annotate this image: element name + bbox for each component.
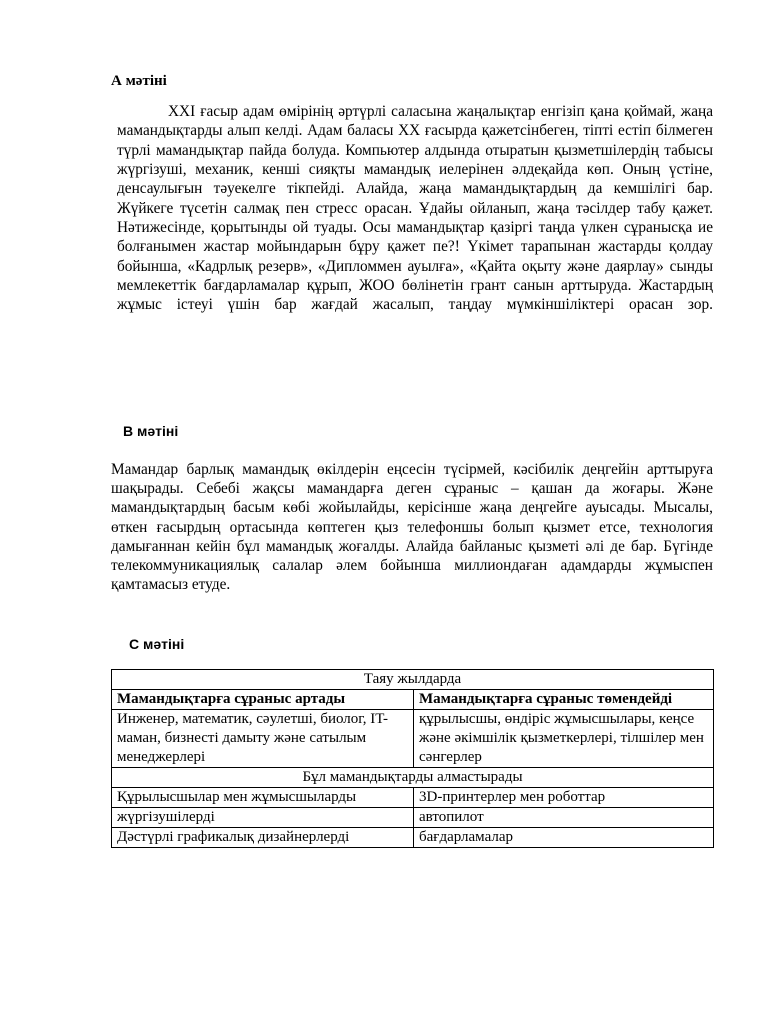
table-replace-header: Бұл мамандықтарды алмастырады — [112, 768, 714, 788]
table-row — [112, 710, 714, 768]
table-column-header-row — [112, 690, 714, 710]
table-cell: бағдарламалар — [414, 828, 714, 848]
table-row — [112, 788, 714, 808]
table-replace-header-row — [112, 768, 714, 788]
table-cell: 3D-принтерлер мен роботтар — [414, 788, 714, 808]
header-demand-increases: Мамандықтарға сұраныс артады — [112, 690, 414, 710]
table-row — [112, 828, 714, 848]
text-c-heading: С мәтіні — [129, 636, 185, 652]
table-cell: жүргізушілерді — [112, 808, 414, 828]
header-demand-decreases: Мамандықтарға сұраныс төмендейді — [414, 690, 714, 710]
text-a-paragraph: XXI ғасыр адам өмірінің әртүрлі саласына жаңалықтар енгізіп қана қоймай, жаңа мамандықтарды алып келді. Адам баласы ХХ ғасырда қажетсінбеген, тіпті естіп білмеген түрлі мамандықтар пайда болуда. Компьютер алдында отыратын қызметшілердің табысы жүргізуші, механик, кенші сияқты мамандық иелерінен әлдеқайда көп. Оның үстіне, денсаулығын тәуекелге тікпейді. Алайда, жаңа мамандықтардың да кемшілігі бар. Жүйкеге түсетін салмақ пен стресс орасан. Ұдайы ойланып, жаңа тәсілдер табу қажет. Нәтижесінде, қорытынды ой туады. Осы мамандықтар қазіргі таңда үлкен сұранысқа ие болғанымен жастар мойындарын бұру қажет пе?! Үкімет тарапынан жастарды қолдау бойынша, «Кадрлық резерв», «Дипломмен ауылға», «Қайта оқыту және даярлау» сынды мемлекеттік бағдарламалар құрып, ЖОО бөлінетін грант санын арттыруда. Жастардың жұмыс істеуі үшін бар жағдай жасалып, таңдау мүмкіншіліктері орасан зор. — [117, 103, 713, 314]
text-a-heading: А мәтіні — [111, 73, 167, 89]
table-top-header-row — [112, 670, 714, 690]
table-cell: құрылысшы, өндіріс жұмысшылары, кеңсе және әкімшілік қызметкерлері, тілшілер мен сәнгерлер — [414, 710, 714, 768]
text-b-heading: В мәтіні — [123, 423, 179, 439]
table-cell: автопилот — [414, 808, 714, 828]
table-row — [112, 808, 714, 828]
text-c-table — [111, 669, 714, 848]
table-cell: Құрылысшылар мен жұмысшыларды — [112, 788, 414, 808]
table-top-header: Таяу жылдарда — [112, 670, 714, 690]
table-cell: Инженер, математик, сәулетші, биолог, IT-маман, бизнесті дамыту және сатылым менеджерлері — [112, 710, 414, 768]
table-cell: Дәстүрлі графикалық дизайнерлерді — [112, 828, 414, 848]
text-b-paragraph: Мамандар барлық мамандық өкілдерін еңсесін түсірмей, кәсібилік деңгейін арттыруға шақырады. Себебі жақсы мамандарға деген сұраныс – қашан да жоғары. Және мамандықтардың басым көбі жойылайды, керісінше жаңа деңгейге ауысады. Мысалы, өткен ғасырдың ортасында көптеген қыз телефоншы болып қызмет етсе, технология дамығаннан кейін бұл мамандық жоғалды. Алайда байланыс қызметі әлі де бар. Бүгінде телекоммуникациялық салалар әлем бойынша миллиондаған адамдарды жұмыспен қамтамасыз етуде. — [111, 461, 713, 594]
